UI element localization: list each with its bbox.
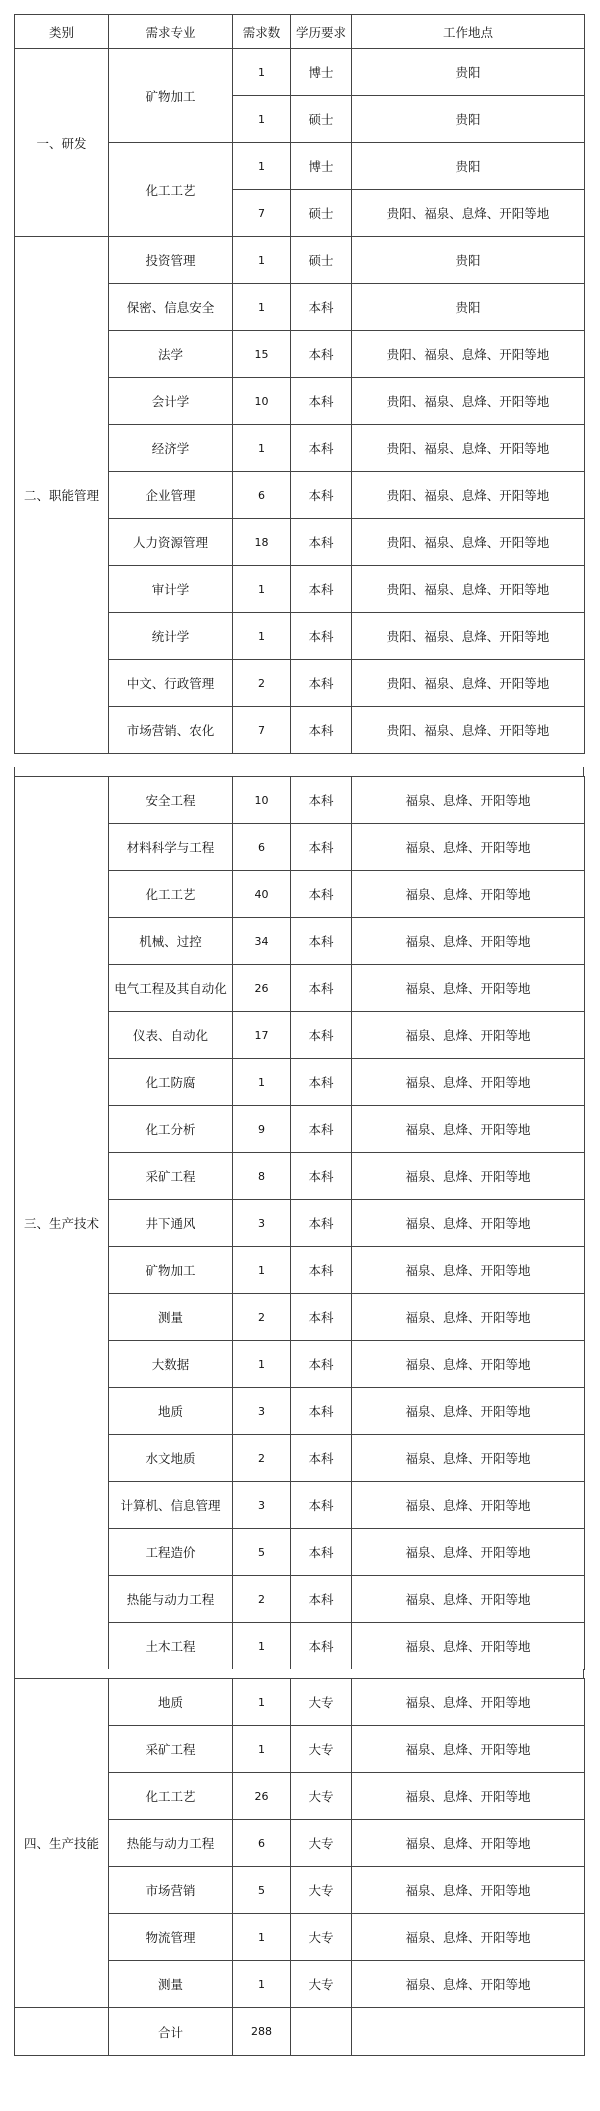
education-cell: 本科 [291,660,352,707]
total-blank-cell [291,2008,352,2056]
education-cell: 本科 [291,1623,352,1670]
education-cell: 本科 [291,1012,352,1059]
major-cell: 市场营销、农化 [109,707,233,754]
count-cell: 3 [233,1482,291,1529]
major-cell: 地质 [109,1679,233,1726]
major-cell: 大数据 [109,1341,233,1388]
major-cell: 采矿工程 [109,1153,233,1200]
major-cell: 企业管理 [109,472,233,519]
count-cell: 7 [233,707,291,754]
location-cell: 贵阳、福泉、息烽、开阳等地 [352,660,585,707]
header-count: 需求数 [233,15,291,49]
recruitment-table-part-2 [14,776,585,1670]
count-cell: 10 [233,777,291,824]
section-gap [14,767,584,776]
education-cell: 本科 [291,824,352,871]
location-cell: 贵阳、福泉、息烽、开阳等地 [352,331,585,378]
education-cell: 本科 [291,1529,352,1576]
education-cell: 本科 [291,472,352,519]
location-cell: 福泉、息烽、开阳等地 [352,1679,585,1726]
count-cell: 1 [233,1914,291,1961]
education-cell: 本科 [291,613,352,660]
location-cell: 贵阳、福泉、息烽、开阳等地 [352,378,585,425]
major-cell: 物流管理 [109,1914,233,1961]
education-cell: 本科 [291,1153,352,1200]
education-cell: 博士 [291,143,352,190]
recruitment-table-part-1 [14,14,585,754]
major-cell: 化工工艺 [109,1773,233,1820]
count-cell: 5 [233,1529,291,1576]
count-cell: 1 [233,1247,291,1294]
education-cell: 本科 [291,378,352,425]
table-block-2 [14,776,584,1670]
major-cell: 化工防腐 [109,1059,233,1106]
location-cell: 福泉、息烽、开阳等地 [352,1867,585,1914]
table-block-3 [14,1678,584,2056]
location-cell: 贵阳、福泉、息烽、开阳等地 [352,190,585,237]
header-location: 工作地点 [352,15,585,49]
education-cell: 本科 [291,1341,352,1388]
education-cell: 硕士 [291,237,352,284]
count-cell: 6 [233,1820,291,1867]
count-cell: 1 [233,613,291,660]
location-cell: 福泉、息烽、开阳等地 [352,1482,585,1529]
table-row [15,49,585,96]
education-cell: 硕士 [291,96,352,143]
education-cell: 本科 [291,871,352,918]
count-cell: 7 [233,190,291,237]
count-cell: 1 [233,237,291,284]
education-cell: 本科 [291,284,352,331]
count-cell: 6 [233,472,291,519]
education-cell: 本科 [291,425,352,472]
location-cell: 贵阳 [352,237,585,284]
location-cell: 福泉、息烽、开阳等地 [352,1059,585,1106]
total-blank-cell [352,2008,585,2056]
major-cell: 法学 [109,331,233,378]
table-row [15,237,585,284]
count-cell: 26 [233,1773,291,1820]
location-cell: 贵阳 [352,284,585,331]
major-cell: 电气工程及其自动化 [109,965,233,1012]
table-block-1 [14,14,584,754]
count-cell: 2 [233,1435,291,1482]
count-cell: 1 [233,1726,291,1773]
education-cell: 本科 [291,1482,352,1529]
category-cell: 一、研发 [15,49,109,237]
count-cell: 3 [233,1388,291,1435]
major-cell: 保密、信息安全 [109,284,233,331]
major-cell: 安全工程 [109,777,233,824]
category-cell: 三、生产技术 [15,777,109,1670]
major-cell: 采矿工程 [109,1726,233,1773]
location-cell: 贵阳、福泉、息烽、开阳等地 [352,425,585,472]
location-cell: 贵阳、福泉、息烽、开阳等地 [352,566,585,613]
major-cell: 投资管理 [109,237,233,284]
count-cell: 1 [233,143,291,190]
major-cell: 热能与动力工程 [109,1576,233,1623]
education-cell: 本科 [291,1435,352,1482]
education-cell: 大专 [291,1773,352,1820]
location-cell: 福泉、息烽、开阳等地 [352,1435,585,1482]
education-cell: 本科 [291,1059,352,1106]
location-cell: 福泉、息烽、开阳等地 [352,1247,585,1294]
total-count: 288 [233,2008,291,2056]
count-cell: 18 [233,519,291,566]
count-cell: 26 [233,965,291,1012]
location-cell: 贵阳、福泉、息烽、开阳等地 [352,519,585,566]
count-cell: 8 [233,1153,291,1200]
location-cell: 贵阳 [352,96,585,143]
count-cell: 2 [233,1576,291,1623]
education-cell: 大专 [291,1961,352,2008]
major-cell: 矿物加工 [109,1247,233,1294]
location-cell: 福泉、息烽、开阳等地 [352,1726,585,1773]
count-cell: 1 [233,49,291,96]
education-cell: 本科 [291,1200,352,1247]
major-cell: 土木工程 [109,1623,233,1670]
header-education: 学历要求 [291,15,352,49]
count-cell: 6 [233,824,291,871]
total-row [15,2008,585,2056]
education-cell: 本科 [291,1388,352,1435]
location-cell: 福泉、息烽、开阳等地 [352,1529,585,1576]
education-cell: 本科 [291,707,352,754]
count-cell: 3 [233,1200,291,1247]
education-cell: 硕士 [291,190,352,237]
major-cell: 化工工艺 [109,871,233,918]
major-cell: 会计学 [109,378,233,425]
major-cell: 中文、行政管理 [109,660,233,707]
count-cell: 40 [233,871,291,918]
total-label: 合计 [109,2008,233,2056]
count-cell: 1 [233,96,291,143]
count-cell: 9 [233,1106,291,1153]
major-cell: 工程造价 [109,1529,233,1576]
major-cell: 水文地质 [109,1435,233,1482]
category-cell: 二、职能管理 [15,237,109,754]
location-cell: 福泉、息烽、开阳等地 [352,1012,585,1059]
category-cell: 四、生产技能 [15,1679,109,2008]
major-cell: 市场营销 [109,1867,233,1914]
education-cell: 本科 [291,777,352,824]
major-cell: 化工工艺 [109,143,233,237]
education-cell: 本科 [291,331,352,378]
table-row [15,777,585,824]
location-cell: 福泉、息烽、开阳等地 [352,1623,585,1670]
education-cell: 大专 [291,1726,352,1773]
location-cell: 福泉、息烽、开阳等地 [352,1914,585,1961]
major-cell: 测量 [109,1294,233,1341]
location-cell: 福泉、息烽、开阳等地 [352,1388,585,1435]
major-cell: 计算机、信息管理 [109,1482,233,1529]
header-category: 类别 [15,15,109,49]
count-cell: 1 [233,284,291,331]
location-cell: 贵阳 [352,143,585,190]
education-cell: 博士 [291,49,352,96]
location-cell: 福泉、息烽、开阳等地 [352,1200,585,1247]
major-cell: 审计学 [109,566,233,613]
count-cell: 1 [233,1341,291,1388]
location-cell: 福泉、息烽、开阳等地 [352,777,585,824]
location-cell: 贵阳 [352,49,585,96]
major-cell: 测量 [109,1961,233,2008]
major-cell: 材料科学与工程 [109,824,233,871]
major-cell: 仪表、自动化 [109,1012,233,1059]
major-cell: 井下通风 [109,1200,233,1247]
education-cell: 大专 [291,1914,352,1961]
location-cell: 贵阳、福泉、息烽、开阳等地 [352,472,585,519]
location-cell: 福泉、息烽、开阳等地 [352,1961,585,2008]
count-cell: 2 [233,1294,291,1341]
education-cell: 本科 [291,965,352,1012]
total-blank-cell [15,2008,109,2056]
education-cell: 本科 [291,1294,352,1341]
location-cell: 福泉、息烽、开阳等地 [352,1773,585,1820]
location-cell: 贵阳、福泉、息烽、开阳等地 [352,613,585,660]
location-cell: 福泉、息烽、开阳等地 [352,871,585,918]
location-cell: 福泉、息烽、开阳等地 [352,1106,585,1153]
count-cell: 15 [233,331,291,378]
count-cell: 1 [233,425,291,472]
major-cell: 经济学 [109,425,233,472]
count-cell: 1 [233,1059,291,1106]
count-cell: 1 [233,1679,291,1726]
education-cell: 大专 [291,1820,352,1867]
location-cell: 福泉、息烽、开阳等地 [352,1820,585,1867]
education-cell: 大专 [291,1679,352,1726]
major-cell: 化工分析 [109,1106,233,1153]
count-cell: 1 [233,566,291,613]
location-cell: 福泉、息烽、开阳等地 [352,918,585,965]
location-cell: 福泉、息烽、开阳等地 [352,965,585,1012]
education-cell: 本科 [291,918,352,965]
count-cell: 1 [233,1961,291,2008]
education-cell: 本科 [291,519,352,566]
location-cell: 福泉、息烽、开阳等地 [352,1341,585,1388]
location-cell: 福泉、息烽、开阳等地 [352,1153,585,1200]
count-cell: 5 [233,1867,291,1914]
location-cell: 福泉、息烽、开阳等地 [352,1294,585,1341]
location-cell: 福泉、息烽、开阳等地 [352,1576,585,1623]
header-major: 需求专业 [109,15,233,49]
table-row [15,1679,585,1726]
location-cell: 福泉、息烽、开阳等地 [352,824,585,871]
count-cell: 34 [233,918,291,965]
education-cell: 本科 [291,1576,352,1623]
count-cell: 17 [233,1012,291,1059]
recruitment-table-part-3 [14,1678,585,2056]
location-cell: 贵阳、福泉、息烽、开阳等地 [352,707,585,754]
count-cell: 10 [233,378,291,425]
count-cell: 2 [233,660,291,707]
major-cell: 人力资源管理 [109,519,233,566]
count-cell: 1 [233,1623,291,1670]
education-cell: 本科 [291,1247,352,1294]
education-cell: 大专 [291,1867,352,1914]
major-cell: 地质 [109,1388,233,1435]
education-cell: 本科 [291,1106,352,1153]
major-cell: 统计学 [109,613,233,660]
education-cell: 本科 [291,566,352,613]
major-cell: 热能与动力工程 [109,1820,233,1867]
major-cell: 矿物加工 [109,49,233,143]
major-cell: 机械、过控 [109,918,233,965]
header-row [15,15,585,49]
section-gap [14,1669,584,1678]
